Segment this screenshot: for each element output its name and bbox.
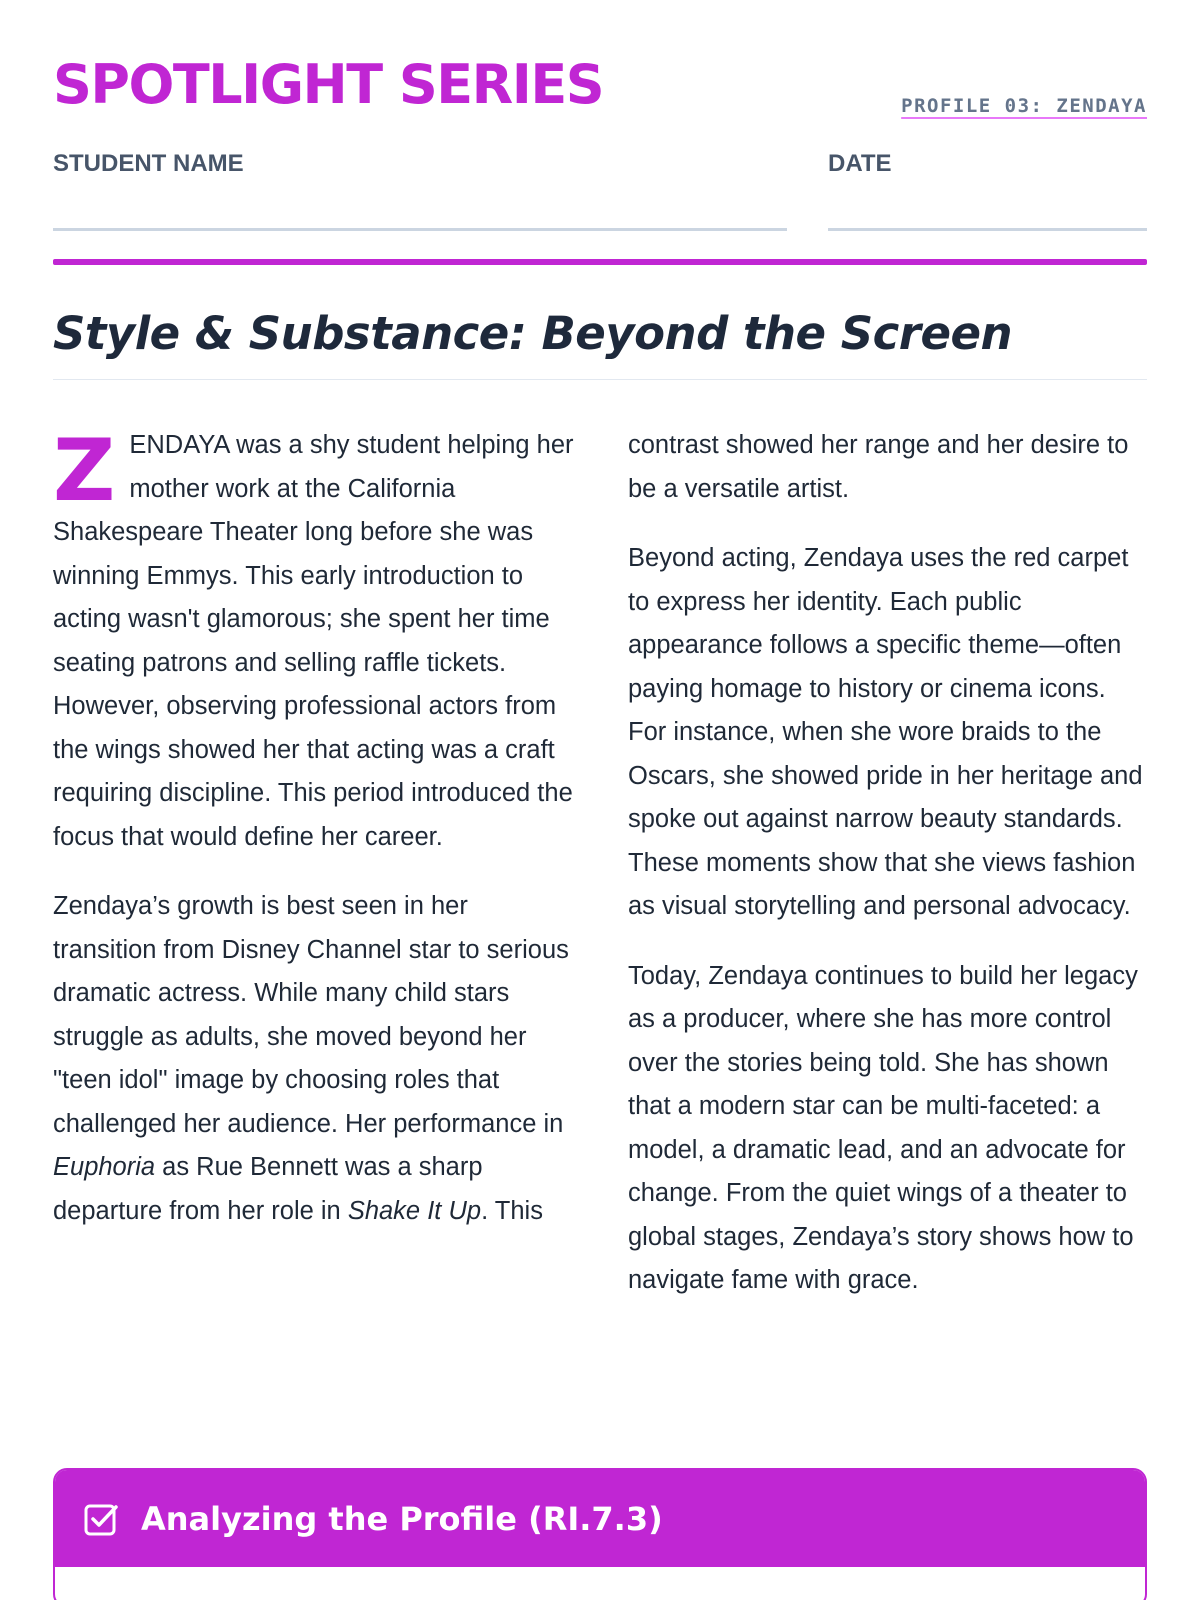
profile-tag: PROFILE 03: ZENDAYA — [901, 95, 1147, 117]
analysis-section — [53, 1468, 1147, 1600]
paragraph-2-continued: contrast showed her range and her desire to be a versatile artist. — [628, 431, 1129, 503]
title-shake-it-up: Shake It Up — [347, 1196, 482, 1225]
title-euphoria: Euphoria — [53, 1153, 156, 1181]
analysis-title: Analyzing the Profile (RI.7.3) — [141, 1499, 663, 1538]
paragraph-2: Zendaya’s growth is best seen in her transition from Disney Channel star to serious dramatic actress. While many child stars struggle as adults, she moved beyond her "teen idol" image by choosing roles that challenged her audience. Her performance in Euphoria as Rue Bennett was a sharp departure from her role in Shake It Up. This — [53, 892, 569, 1225]
date-field[interactable] — [828, 228, 1147, 231]
series-title: SPOTLIGHT SERIES — [53, 53, 604, 116]
article-column-left — [53, 421, 578, 1259]
checkbox-checked-icon — [83, 1501, 119, 1537]
accent-divider — [53, 259, 1147, 265]
paragraph-4: Today, Zendaya continues to build her legacy as a producer, where she has more control over the stories being told. She has shown that a modern star can be multi-faceted: a model, a dramatic lead, and an advocate for change. From the quiet wings of a theater to global stages, Zendaya’s story shows how to navigate fame with grace. — [628, 961, 1138, 1294]
worksheet-page — [53, 0, 1147, 1600]
paragraph-1 — [53, 421, 578, 859]
title-divider — [53, 379, 1147, 380]
student-name-field[interactable] — [53, 228, 787, 231]
analysis-header — [55, 1470, 1145, 1567]
drop-cap: Z — [53, 421, 116, 521]
date-label: DATE — [828, 150, 892, 177]
paragraph-1-text: ENDAYA was a shy student helping her mother work at the California Shakespeare Theater long before she was winning Emmys. This early introduction to acting wasn't glamorous; she spent her time seating patrons and selling raffle tickets. However, observing professional actors from the wings showed her that acting was a craft requiring discipline. This period introduced the focus that would define her career. — [53, 431, 574, 851]
paragraph-3: Beyond acting, Zendaya uses the red carpet to express her identity. Each public appearance follows a specific theme—often paying homage to history or cinema icons. For instance, when she wore braids to the Oscars, she showed pride in her heritage and spoke out against narrow beauty standards. These moments show that she views fashion as visual storytelling and personal advocacy. — [628, 544, 1143, 920]
article-title: Style & Substance: Beyond the Screen — [53, 307, 1013, 360]
student-name-label: STUDENT NAME — [53, 150, 244, 177]
article-column-right — [628, 424, 1147, 1329]
